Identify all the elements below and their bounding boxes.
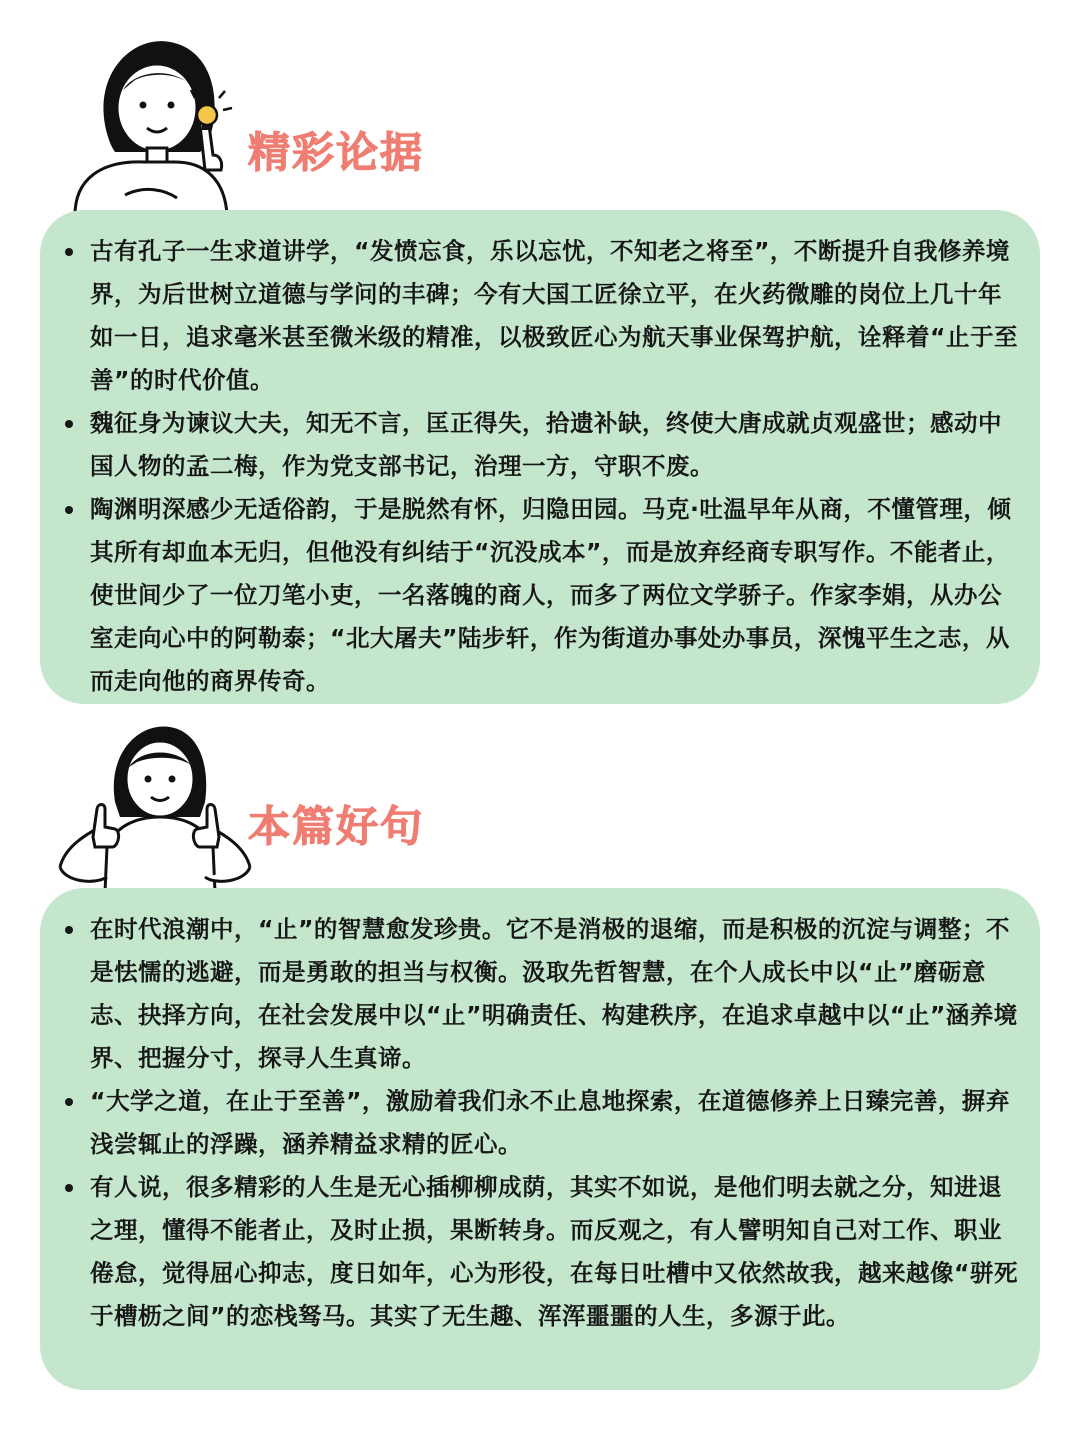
section-title: 本篇好句 [248, 802, 425, 851]
arguments-card [40, 210, 1040, 704]
section-header-quotes [0, 712, 1080, 912]
list-item: 魏征身为谏议大夫，知无不言，匡正得失，拾遗补缺，终使大唐成就贞观盛世；感动中国人物的孟二梅，作为党支部书记，治理一方，守职不废。 [90, 402, 1018, 488]
section-header-arguments [0, 20, 1080, 220]
list-item: “大学之道，在止于至善”，激励着我们永不止息地探索，在道德修养上日臻完善，摒弃浅尝辄止的浮躁，涵养精益求精的匠心。 [90, 1080, 1018, 1166]
list-item: 陶渊明深感少无适俗韵，于是脱然有怀，归隐田园。马克·吐温早年从商，不懂管理，倾其所有却血本无归，但他没有纠结于“沉没成本”，而是放弃经商专职写作。不能者止，使世间少了一位刀笔小吏，一名落魄的商人，而多了两位文学骄子。作家李娟，从办公室走向心中的阿勒泰；“北大屠夫”陆步轩，作为街道办事处办事员，深愧平生之志，从而走向他的商界传奇。 [90, 488, 1018, 703]
list-item: 在时代浪潮中，“止”的智慧愈发珍贵。它不是消极的退缩，而是积极的沉淀与调整；不是怯懦的逃避，而是勇敢的担当与权衡。汲取先哲智慧，在个人成长中以“止”磨砺意志、抉择方向，在社会发展中以“止”明确责任、构建秩序，在追求卓越中以“止”涵养境界、把握分寸，探寻人生真谛。 [90, 908, 1018, 1080]
quotes-card [40, 888, 1040, 1390]
arguments-list [90, 230, 1018, 703]
section-title: 精彩论据 [248, 128, 425, 177]
girl-thumbs-up-illustration [55, 717, 255, 897]
list-item: 有人说，很多精彩的人生是无心插柳柳成荫，其实不如说，是他们明去就之分，知进退之理，懂得不能者止，及时止损，果断转身。而反观之，有人譬明知自己对工作、职业倦怠，觉得屈心抑志，度日如年，心为形役，在每日吐槽中又依然故我，越来越像“骈死于槽枥之间”的恋栈驽马。其实了无生趣、浑浑噩噩的人生，多源于此。 [90, 1166, 1018, 1338]
quotes-list [90, 908, 1018, 1338]
list-item: 古有孔子一生求道讲学，“发愤忘食，乐以忘忧，不知老之将至”，不断提升自我修养境界，为后世树立道德与学问的丰碑；今有大国工匠徐立平，在火药微雕的岗位上几十年如一日，追求毫米甚至微米级的精准，以极致匠心为航天事业保驾护航，诠释着“止于至善”的时代价值。 [90, 230, 1018, 402]
